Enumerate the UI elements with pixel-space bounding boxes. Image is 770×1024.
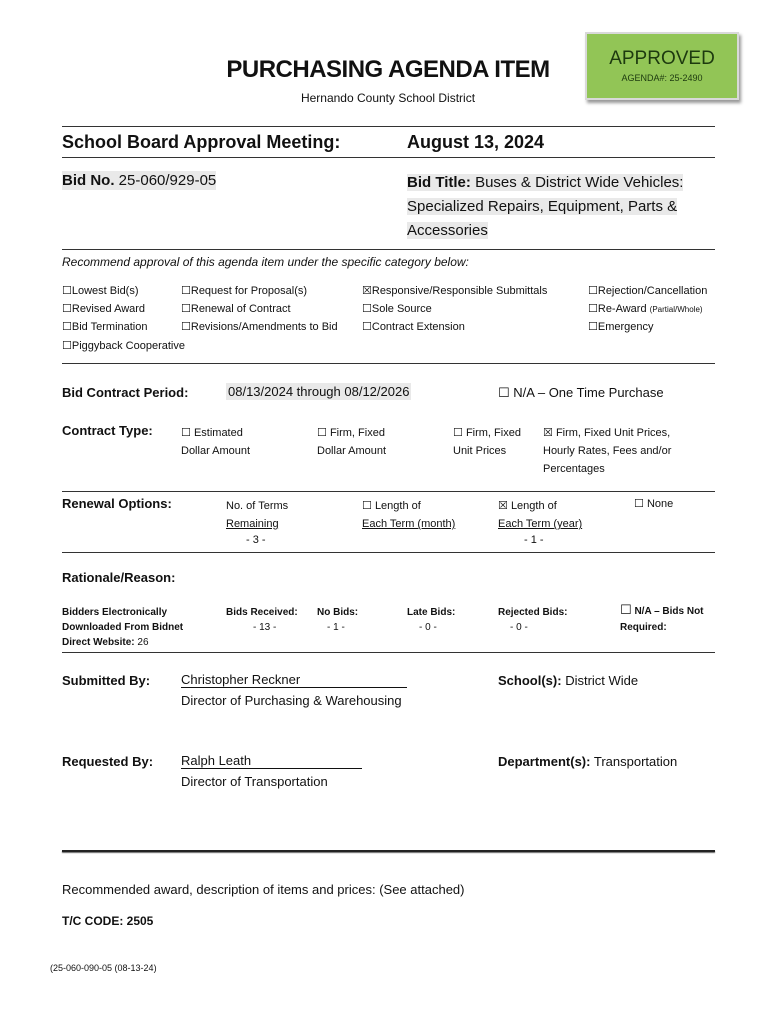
tc-code: T/C CODE: 2505 [62, 914, 154, 928]
submitted-label: Submitted By: [62, 673, 151, 688]
checkbox-icon: ☐ [362, 320, 372, 333]
department-value: Transportation [593, 754, 678, 769]
divider [62, 363, 715, 364]
stamp-agenda: AGENDA#: 25-2490 [621, 73, 703, 83]
reaward-note: (Partial/Whole) [649, 305, 703, 314]
footer-ref: (25-060-090-05 (08-13-24) [50, 963, 157, 973]
rationale-label: Rationale/Reason: [62, 570, 176, 585]
renewal-label: Renewal Options: [62, 496, 172, 511]
rationale-received: Bids Received: - 13 - [226, 607, 298, 633]
bid-number [62, 171, 216, 190]
recommend-text: Recommend approval of this agenda item under the specific category below: [62, 255, 469, 269]
category-revised[interactable]: ☐Revised Award [62, 302, 146, 315]
bid-number-value: 25-060/929-05 [118, 172, 217, 189]
category-piggyback[interactable]: ☐Piggyback Cooperative [62, 339, 185, 352]
nobids-count: - 1 - [327, 622, 345, 633]
school-value: District Wide [565, 673, 639, 688]
checkbox-icon: ☐ [634, 497, 644, 510]
checkbox-icon: ☐ [588, 302, 598, 315]
checkbox-icon: ☐ [181, 284, 191, 297]
period-label: Bid Contract Period: [62, 385, 189, 400]
award-text: Recommended award, description of items and prices: (See attached) [62, 882, 465, 897]
district-name: Hernando County School District [300, 91, 476, 105]
category-renewal[interactable]: ☐Renewal of Contract [181, 302, 291, 315]
divider [62, 491, 715, 492]
rationale-electronic: Bidders Electronically Downloaded From Bidnet Direct Website: 26 [62, 607, 184, 648]
checkbox-icon: ☐ [181, 426, 191, 439]
divider [62, 249, 715, 250]
stamp-status: APPROVED [609, 48, 715, 69]
checkbox-icon: ☐ [62, 302, 72, 315]
period-na[interactable]: ☐ N/A – One Time Purchase [498, 385, 664, 401]
divider [62, 126, 715, 127]
rationale-late: Late Bids: - 0 - [407, 607, 456, 633]
renewal-month[interactable]: ☐ Length of Each Term (month) [362, 499, 456, 530]
checkbox-checked-icon: ☒ [362, 284, 372, 297]
checkbox-icon: ☐ [62, 320, 72, 333]
rationale-nobids: No Bids: - 1 - [317, 607, 359, 633]
category-rejection[interactable]: ☐Rejection/Cancellation [588, 284, 708, 297]
requested-title: Director of Transportation [181, 774, 328, 789]
thick-divider [62, 850, 715, 852]
meeting-label: School Board Approval Meeting: [62, 132, 341, 152]
category-lowest[interactable]: ☐Lowest Bid(s) [62, 284, 139, 297]
renewal-year-value: - 1 - [524, 534, 544, 546]
checkbox-checked-icon: ☒ [498, 499, 508, 512]
bid-title [407, 171, 683, 243]
checkbox-icon: ☐ [620, 603, 632, 618]
bid-title-line1: Buses & District Wide Vehicles: [475, 174, 684, 191]
divider [62, 157, 715, 158]
bid-number-label: Bid No. [62, 172, 115, 189]
bid-title-line2: Specialized Repairs, Equipment, Parts & [407, 198, 678, 215]
renewal-none[interactable]: ☐ None [634, 497, 674, 510]
category-reaward[interactable]: ☐Re-Award (Partial/Whole) [588, 302, 703, 315]
checkbox-icon: ☐ [181, 320, 191, 333]
department: Department(s): Transportation [498, 754, 678, 769]
category-emergency[interactable]: ☐Emergency [588, 320, 654, 333]
received-count: - 13 - [253, 622, 277, 633]
submitted-name: Christopher Reckner [181, 672, 407, 688]
ctype-firm-rates[interactable]: ☒ Firm, Fixed Unit Prices, Hourly Rates, Fees and/or Percentages [543, 426, 672, 475]
divider [62, 652, 715, 653]
checkbox-icon: ☐ [362, 302, 372, 315]
school: School(s): District Wide [498, 673, 639, 688]
renewal-year[interactable]: ☒ Length of Each Term (year) - 1 - [498, 497, 582, 549]
submitted-title: Director of Purchasing & Warehousing [181, 693, 402, 708]
checkbox-icon: ☐ [588, 284, 598, 297]
bid-title-label: Bid Title: [407, 174, 471, 191]
checkbox-icon: ☐ [588, 320, 598, 333]
ctype-firm-unit[interactable]: ☐ Firm, Fixed Unit Prices [453, 426, 521, 457]
requested-name: Ralph Leath [181, 753, 362, 769]
bid-title-line3: Accessories [407, 222, 488, 239]
category-sole[interactable]: ☐Sole Source [362, 302, 432, 315]
electronic-count: 26 [137, 637, 149, 648]
ctype-firm-dollar[interactable]: ☐ Firm, Fixed Dollar Amount [317, 426, 387, 457]
checkbox-icon: ☐ [362, 499, 372, 512]
checkbox-icon: ☐ [181, 302, 191, 315]
checkbox-icon: ☐ [317, 426, 327, 439]
meeting-date: August 13, 2024 [407, 132, 545, 152]
divider [62, 552, 715, 553]
period-value: 08/13/2024 through 08/12/2026 [228, 384, 410, 399]
rationale-rejected: Rejected Bids: - 0 - [498, 607, 568, 633]
category-revisions[interactable]: ☐Revisions/Amendments to Bid [181, 320, 338, 333]
late-count: - 0 - [419, 622, 437, 633]
checkbox-icon: ☐ [62, 284, 72, 297]
renewal-terms-value: - 3 - [246, 534, 266, 546]
renewal-terms: No. of Terms Remaining - 3 - [226, 497, 288, 549]
category-responsive[interactable]: ☒Responsive/Responsible Submittals [362, 284, 548, 297]
requested-label: Requested By: [62, 754, 154, 769]
category-rfp[interactable]: ☐Request for Proposal(s) [181, 284, 308, 297]
ctype-estimated[interactable]: ☐ Estimated Dollar Amount [181, 426, 251, 457]
rejected-count: - 0 - [510, 622, 528, 633]
checkbox-icon: ☐ [453, 426, 463, 439]
checkbox-icon: ☐ [498, 386, 510, 401]
category-extension[interactable]: ☐Contract Extension [362, 320, 465, 333]
rationale-na[interactable]: ☐ N/A – Bids Not Required: [620, 603, 704, 633]
checkbox-checked-icon: ☒ [543, 426, 553, 439]
page-title: PURCHASING AGENDA ITEM [226, 56, 550, 83]
ctype-label: Contract Type: [62, 423, 153, 438]
checkbox-icon: ☐ [62, 339, 72, 352]
category-termination[interactable]: ☐Bid Termination [62, 320, 148, 333]
